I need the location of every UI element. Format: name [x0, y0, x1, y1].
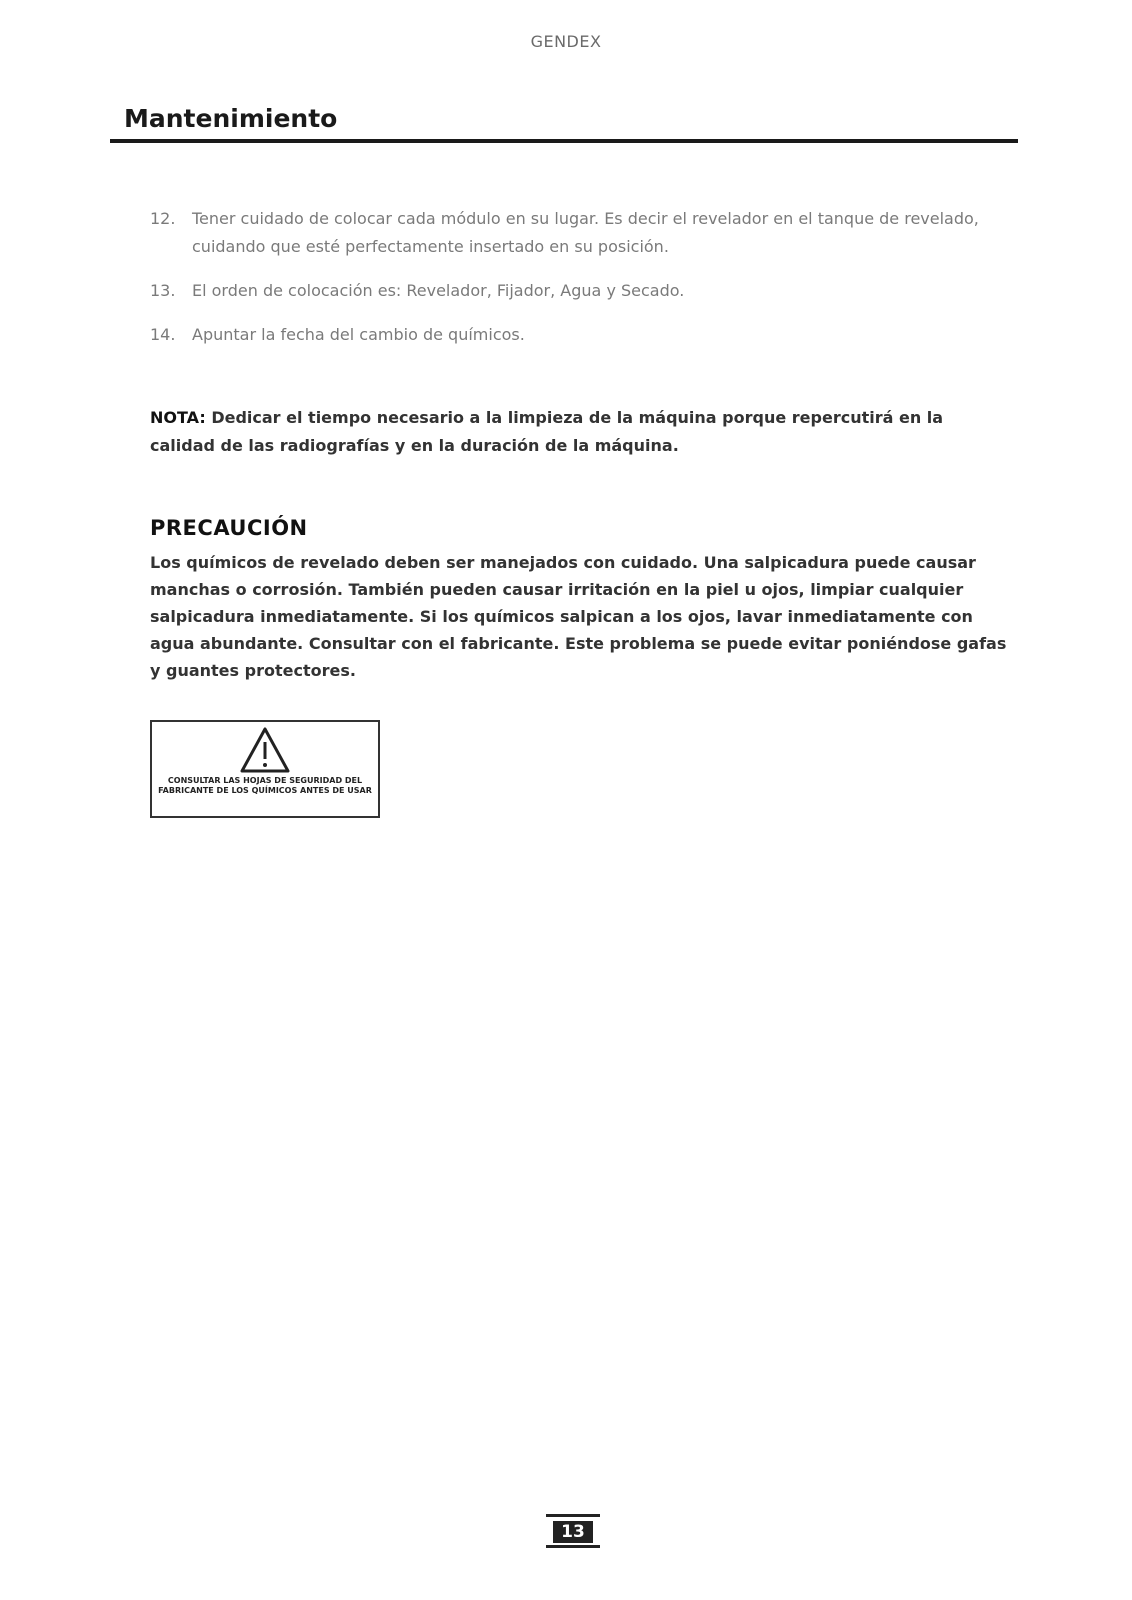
list-item: [150, 205, 1010, 261]
warning-triangle-icon: [239, 726, 291, 774]
list-item: [150, 321, 1010, 349]
note-paragraph: [150, 404, 1010, 460]
note-label: NOTA:: [150, 408, 206, 427]
brand-header: GENDEX: [530, 32, 602, 51]
section-title: Mantenimiento: [124, 104, 338, 133]
steps-list: [150, 205, 1010, 365]
note-text: Dedicar el tiempo necesario a la limpieza de la máquina porque repercutirá en la calidad de las radiografías y en la duración de la máquina.: [150, 408, 944, 455]
step-number: 13.: [150, 281, 176, 300]
caution-text: Los químicos de revelado deben ser manejados con cuidado. Una salpicadura puede causar manchas o corrosión. También pueden causar irritación en la piel u ojos, limpiar cualquier salpicadura inmediatamente. Si los químicos salpican a los ojos, lavar inmediatamente con agua abundante. Consultar con el fabricante. Este problema se puede evitar poniéndose gafas y guantes protectores.: [150, 553, 1007, 680]
title-divider: [110, 139, 1018, 143]
warning-label-box: [150, 720, 380, 818]
warning-label-text: CONSULTAR LAS HOJAS DE SEGURIDAD DEL FABRICANTE DE LOS QUÍMICOS ANTES DE USAR: [158, 776, 372, 795]
step-number: 12.: [150, 209, 176, 228]
step-text: Tener cuidado de colocar cada módulo en su lugar. Es decir el revelador en el tanque de revelado, cuidando que esté perfectamente insertado en su posición.: [192, 209, 979, 256]
step-text: Apuntar la fecha del cambio de químicos.: [192, 325, 525, 344]
step-text: El orden de colocación es: Revelador, Fijador, Agua y Secado.: [192, 281, 685, 300]
page-number: 13: [553, 1521, 593, 1543]
step-number: 14.: [150, 325, 176, 344]
page-number-badge: [546, 1514, 600, 1548]
list-item: [150, 277, 1010, 305]
caution-title: PRECAUCIÓN: [150, 516, 308, 540]
